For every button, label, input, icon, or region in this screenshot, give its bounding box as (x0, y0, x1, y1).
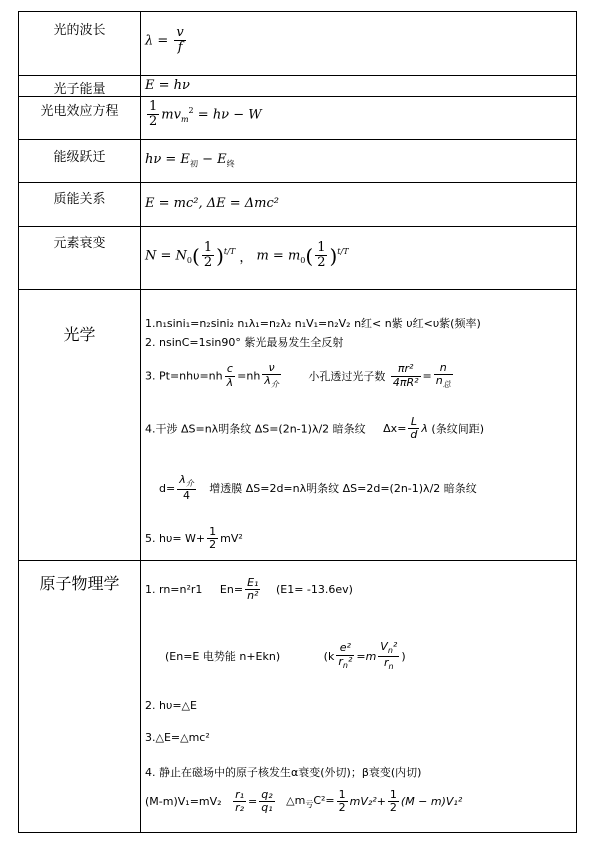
row-optics (19, 290, 576, 561)
atomic-line-3: 2. hυ=△E (145, 699, 197, 712)
decay-formula: $N = N_0$( $\frac{1}{2}$ )$^{t/T}$ ， $m = m_0$( $\frac{1}{2}$ )$^{t/T}$ (145, 240, 349, 271)
photoelectric-formula: $\frac{1}{2}$ $mv_m^2 = h\nu - W$ (149, 99, 262, 130)
row-label: 元素衰变 (53, 236, 106, 251)
atomic-line-5: 4. 静止在磁场中的原子核发生α衰变(外切)；β衰变(内切) (145, 766, 422, 779)
optics-line-2: 2. nsinC=1sin90° 紫光最易发生全反射 (145, 336, 344, 349)
wavelength-formula: λ = $\frac{v}{f}$ (145, 25, 184, 56)
row-atomic-physics (19, 561, 576, 832)
row-energy-level (19, 140, 576, 183)
row-label: 光学 (63, 325, 96, 344)
energy-level-formula: $h\nu = E_初 - E_终$ (145, 152, 235, 169)
row-decay (19, 227, 576, 290)
photon-energy-formula: E = hν (145, 78, 190, 93)
formula-table (18, 11, 577, 833)
row-label: 光的波长 (53, 23, 106, 38)
row-label: 光子能量 (53, 82, 106, 97)
optics-line-4: 4.干涉 ΔS=nλ明条纹 ΔS=(2n-1)λ/2 暗条纹 Δx= $\frac{L}{d}$ λ (条纹间距) (145, 415, 485, 442)
optics-line-3: 3. Pt=nhυ=nh $\frac{c}{\lambda}$ =nh $\frac{\nu}{\lambda_介}$ 小孔透过光子数 $\frac{\text{πr²}}{\text{4πR²}}$ = $\frac{n}{n_总}$ (145, 361, 451, 390)
photon-count-label: 小孔透过光子数 (308, 370, 386, 384)
row-label: 质能关系 (53, 192, 106, 207)
row-label: 原子物理学 (39, 574, 120, 593)
atomic-line-1: 1. rn=n²r1 En= $\frac{\text{E₁}}{\text{n²}}$ (E1= -13.6ev) (145, 576, 353, 603)
row-photon-energy (19, 76, 576, 97)
row-mass-energy (19, 183, 576, 227)
mass-energy-formula: E = mc², ΔE = Δmc² (145, 196, 279, 211)
optics-line-5: d= $\frac{\lambda_介}{4}$ 增透膜 ΔS=2d=nλ明条纹 ΔS=2d=(2n-1)λ/2 暗条纹 (159, 473, 477, 502)
row-photoelectric (19, 97, 576, 140)
atomic-line-4: 3.△E=△mc² (145, 731, 210, 744)
optics-line-1: 1.n₁sini₁=n₂sini₂ n₁λ₁=n₂λ₂ n₁V₁=n₂V₂ n红< n紫 υ红<υ紫(频率) (145, 317, 481, 330)
atomic-line-2: (En=E 电势能 n+Ekn) (k $\frac{\text{e²}}{r_n^2}$ =m $\frac{V_n^2}{r_n}$ ) (165, 640, 406, 672)
row-label: 光电效应方程 (40, 104, 119, 119)
row-label: 能级跃迁 (53, 150, 106, 165)
atomic-line-6: (M-m)V₁=mV₂ $\frac{\text{r₁}}{\text{r₂}}$ = $\frac{\text{q₂}}{\text{q₁}}$ $\triangle m_亏C^2=$ $\frac{1}{2}$ mV₂²+ $\frac{1}{2}$ (M − m)V₁² (145, 788, 463, 815)
optics-line-6: 5. hυ= W+ $\frac{1}{2}$ mV² (145, 525, 243, 552)
row-light-wavelength (19, 12, 576, 76)
